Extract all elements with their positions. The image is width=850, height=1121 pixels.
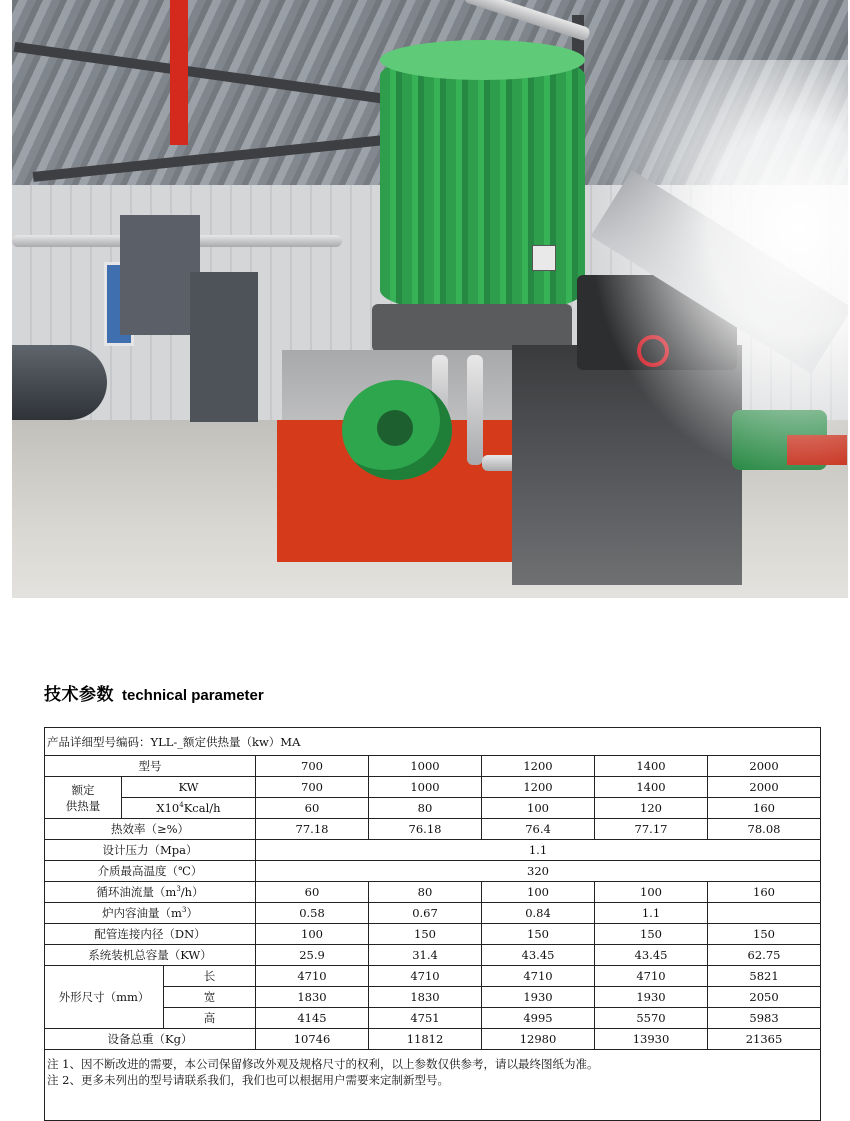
storage-tank: [12, 345, 107, 420]
cell: 1.1: [595, 903, 708, 924]
cell: 4710: [369, 966, 482, 987]
table-row: [45, 924, 821, 945]
cell: 60: [256, 798, 369, 819]
row-label: 设备总重（Kg）: [45, 1029, 256, 1050]
cell: 78.08: [708, 819, 821, 840]
cell: 4710: [595, 966, 708, 987]
model-code: 产品详细型号编码：YLL-_额定供热量（kw）MA: [45, 728, 821, 756]
rated-heat-label-line2: 供热量: [65, 798, 101, 813]
row-label: [45, 903, 256, 924]
cell: 700: [256, 756, 369, 777]
label-suffix: ）: [186, 906, 198, 920]
cell: 0.84: [482, 903, 595, 924]
parameter-table: [44, 727, 821, 1121]
cell: 0.67: [369, 903, 482, 924]
window-glare: [588, 60, 848, 480]
cell: 80: [369, 798, 482, 819]
table-row: [45, 777, 821, 798]
table-row: [45, 798, 821, 819]
cell: 1200: [482, 756, 595, 777]
row-label: 外形尺寸（mm）: [45, 966, 164, 1029]
cell: 76.4: [482, 819, 595, 840]
table-row: [45, 1029, 821, 1050]
cell: 1.1: [256, 840, 821, 861]
heading-en: technical parameter: [122, 687, 264, 704]
cell: 5821: [708, 966, 821, 987]
cell: 12980: [482, 1029, 595, 1050]
cell: 320: [256, 861, 821, 882]
row-label: 介质最高温度（℃）: [45, 861, 256, 882]
table-row: [45, 819, 821, 840]
row-label: 系统装机总容量（KW）: [45, 945, 256, 966]
dim-label: 宽: [164, 987, 256, 1008]
table-row: [45, 840, 821, 861]
cell: 4995: [482, 1008, 595, 1029]
notes-row: [45, 1050, 821, 1121]
cell: 1400: [595, 756, 708, 777]
cell: 1400: [595, 777, 708, 798]
dust-collector: [120, 215, 200, 335]
note-2: 注 2、更多未列出的型号请联系我们，我们也可以根据用户需要来定制新型号。: [47, 1073, 449, 1087]
row-label: 热效率（≥%）: [45, 819, 256, 840]
label-sup: 3: [181, 906, 187, 915]
label-prefix: 炉内容油量（m: [102, 906, 182, 920]
cell: 1000: [369, 756, 482, 777]
cell: 100: [482, 882, 595, 903]
rated-heat-label-line1: 额定: [71, 782, 95, 797]
cell: 120: [595, 798, 708, 819]
unit-suffix: Kcal/h: [183, 801, 221, 815]
cell: 0.58: [256, 903, 369, 924]
cell: 31.4: [369, 945, 482, 966]
cell: 160: [708, 798, 821, 819]
cell: 1200: [482, 777, 595, 798]
cell: 1930: [595, 987, 708, 1008]
table-row: [45, 966, 821, 987]
cell: 5570: [595, 1008, 708, 1029]
dim-label: 高: [164, 1008, 256, 1029]
cell: 100: [482, 798, 595, 819]
boiler-top: [380, 40, 585, 80]
cell: 1830: [369, 987, 482, 1008]
fan-inlet: [377, 410, 413, 446]
cell: 150: [482, 924, 595, 945]
label-sup: 3: [176, 885, 181, 894]
cell: 2000: [708, 756, 821, 777]
red-pipe: [170, 0, 188, 145]
cell: 150: [708, 924, 821, 945]
unit-prefix: X10: [156, 801, 180, 815]
cell: 21365: [708, 1029, 821, 1050]
notes: [45, 1050, 821, 1121]
row-label: [45, 777, 122, 819]
cell: 100: [595, 882, 708, 903]
row-label: 设计压力（Mpa）: [45, 840, 256, 861]
cell: 25.9: [256, 945, 369, 966]
row-label: 配管连接内径（DN）: [45, 924, 256, 945]
cell: 1000: [369, 777, 482, 798]
cell: 80: [369, 882, 482, 903]
cell: 1930: [482, 987, 595, 1008]
cell: 1830: [256, 987, 369, 1008]
table-row: [45, 903, 821, 924]
heading-cn: 技术参数: [44, 685, 114, 705]
cell: 77.18: [256, 819, 369, 840]
unit-label: KW: [122, 777, 256, 798]
cell: 77.17: [595, 819, 708, 840]
vertical-pipe: [467, 355, 483, 465]
dim-label: 长: [164, 966, 256, 987]
cell: 150: [369, 924, 482, 945]
dust-collector: [190, 272, 258, 422]
boiler-photo: [12, 0, 848, 598]
cell: 5983: [708, 1008, 821, 1029]
label-prefix: 循环油流量（m: [96, 885, 177, 899]
row-label: 型号: [45, 756, 256, 777]
cell: 76.18: [369, 819, 482, 840]
cell: 150: [595, 924, 708, 945]
cell: 700: [256, 777, 369, 798]
cell: 2000: [708, 777, 821, 798]
name-plate: [532, 245, 556, 271]
table-row: [45, 861, 821, 882]
cell: 4145: [256, 1008, 369, 1029]
cell: 43.45: [482, 945, 595, 966]
label-suffix: /h）: [180, 885, 204, 899]
cell: 4751: [369, 1008, 482, 1029]
cell: 10746: [256, 1029, 369, 1050]
boiler-shell: [380, 52, 585, 314]
cell: 11812: [369, 1029, 482, 1050]
unit-label: [122, 798, 256, 819]
cell: 4710: [482, 966, 595, 987]
cell: 62.75: [708, 945, 821, 966]
cell: 60: [256, 882, 369, 903]
section-heading: [44, 680, 264, 705]
table-row: [45, 945, 821, 966]
unit-sup: 4: [179, 801, 184, 810]
cell: 13930: [595, 1029, 708, 1050]
table-row: [45, 728, 821, 756]
cell: 4710: [256, 966, 369, 987]
cell: 100: [256, 924, 369, 945]
row-label: [45, 882, 256, 903]
table-row: [45, 756, 821, 777]
cell: 160: [708, 882, 821, 903]
cell: [708, 903, 821, 924]
note-1: 注 1、因不断改进的需要，本公司保留修改外观及规格尺寸的权利，以上参数仅供参考，请以最终图纸为准。: [47, 1057, 599, 1071]
cell: 43.45: [595, 945, 708, 966]
table-row: [45, 882, 821, 903]
cell: 2050: [708, 987, 821, 1008]
